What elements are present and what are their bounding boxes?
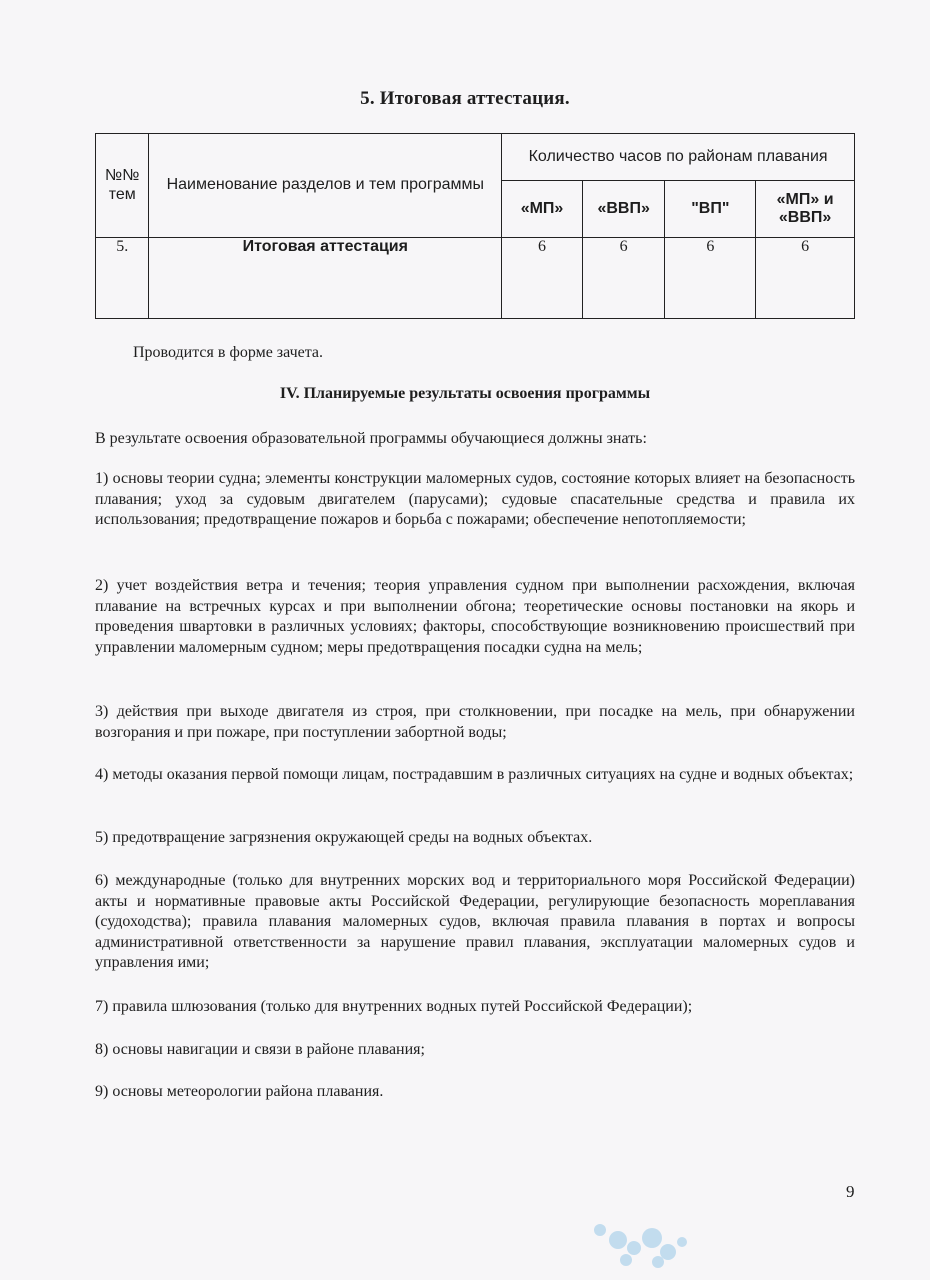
list-item-5: 5) предотвращение загрязнения окружающей среды на водных объектах.	[95, 829, 593, 846]
header-section-name: Наименование разделов и тем программы	[149, 134, 502, 238]
page-number: 9	[846, 1182, 855, 1201]
list-item-3: 3) действия при выходе двигателя из строя, при столкновении, при посадке на мель, при обнаружении возгорания и при пожаре, при поступлении забортной воды;	[95, 703, 855, 741]
results-intro: В результате освоения образовательной программы обучающиеся должны знать:	[95, 430, 647, 447]
header-hours-by-area: Количество часов по районам плавания	[502, 134, 855, 181]
table-header-row	[96, 134, 855, 181]
results-heading: IV. Планируемые результаты освоения программы	[279, 385, 651, 402]
header-area-mp-vvp: «МП» и «ВВП»	[756, 181, 855, 238]
list-item-1: 1) основы теории судна; элементы конструкции маломерных судов, состояние которых влияет на безопасность плавания; уход за судовым двигателем (парусами); судовые спасательные средства и правила их использования; предотвращение пожаров и борьба с пожарами; обеспечение непотопляемости;	[95, 470, 855, 528]
list-item-7: 7) правила шлюзования (только для внутренних водных путей Российской Федерации);	[95, 998, 693, 1015]
list-item-2: 2) учет воздействия ветра и течения; теория управления судном при выполнении расхождения, включая плавание на встречных курсах и при выполнении обгона; теоретические основы постановки на якорь и проведения швартовки в различных условиях; факторы, способствующие возникновению происшествий при управлении маломерным судном; меры предотвращения посадки судна на мель;	[95, 577, 855, 656]
section-title: 5. Итоговая аттестация.	[360, 88, 570, 109]
header-area-vp: "ВП"	[665, 181, 756, 238]
header-area-mp: «МП»	[502, 181, 583, 238]
header-topic-number: №№ тем	[96, 134, 149, 238]
list-item-9: 9) основы метеорологии района плавания.	[95, 1083, 384, 1100]
cell-topic-number: 5.	[96, 238, 149, 319]
stamp-trace-icon	[560, 1190, 710, 1270]
hours-table	[95, 133, 855, 319]
list-item-4: 4) методы оказания первой помощи лицам, пострадавшим в различных ситуациях на судне и водных объектах;	[95, 766, 854, 783]
list-item-6: 6) международные (только для внутренних морских вод и территориального моря Российской Федерации) акты и нормативные правовые акты Российской Федерации, регулирующие безопасность мореплавания (судоходства); правила плавания маломерных судов, включая правила плавания в портах и вопросы административной ответственности за нарушение правил плавания, эксплуатации маломерных судов и управления ими;	[95, 872, 855, 971]
cell-hours-mp: 6	[502, 238, 583, 319]
cell-hours-vp: 6	[665, 238, 756, 319]
cell-hours-vvp: 6	[582, 238, 665, 319]
header-area-vvp: «ВВП»	[582, 181, 665, 238]
list-item-8: 8) основы навигации и связи в районе плавания;	[95, 1041, 425, 1058]
cell-hours-mp-vvp: 6	[756, 238, 855, 319]
cell-section-name: Итоговая аттестация	[149, 238, 502, 319]
table-row	[96, 238, 855, 319]
form-note: Проводится в форме зачета.	[133, 344, 324, 361]
